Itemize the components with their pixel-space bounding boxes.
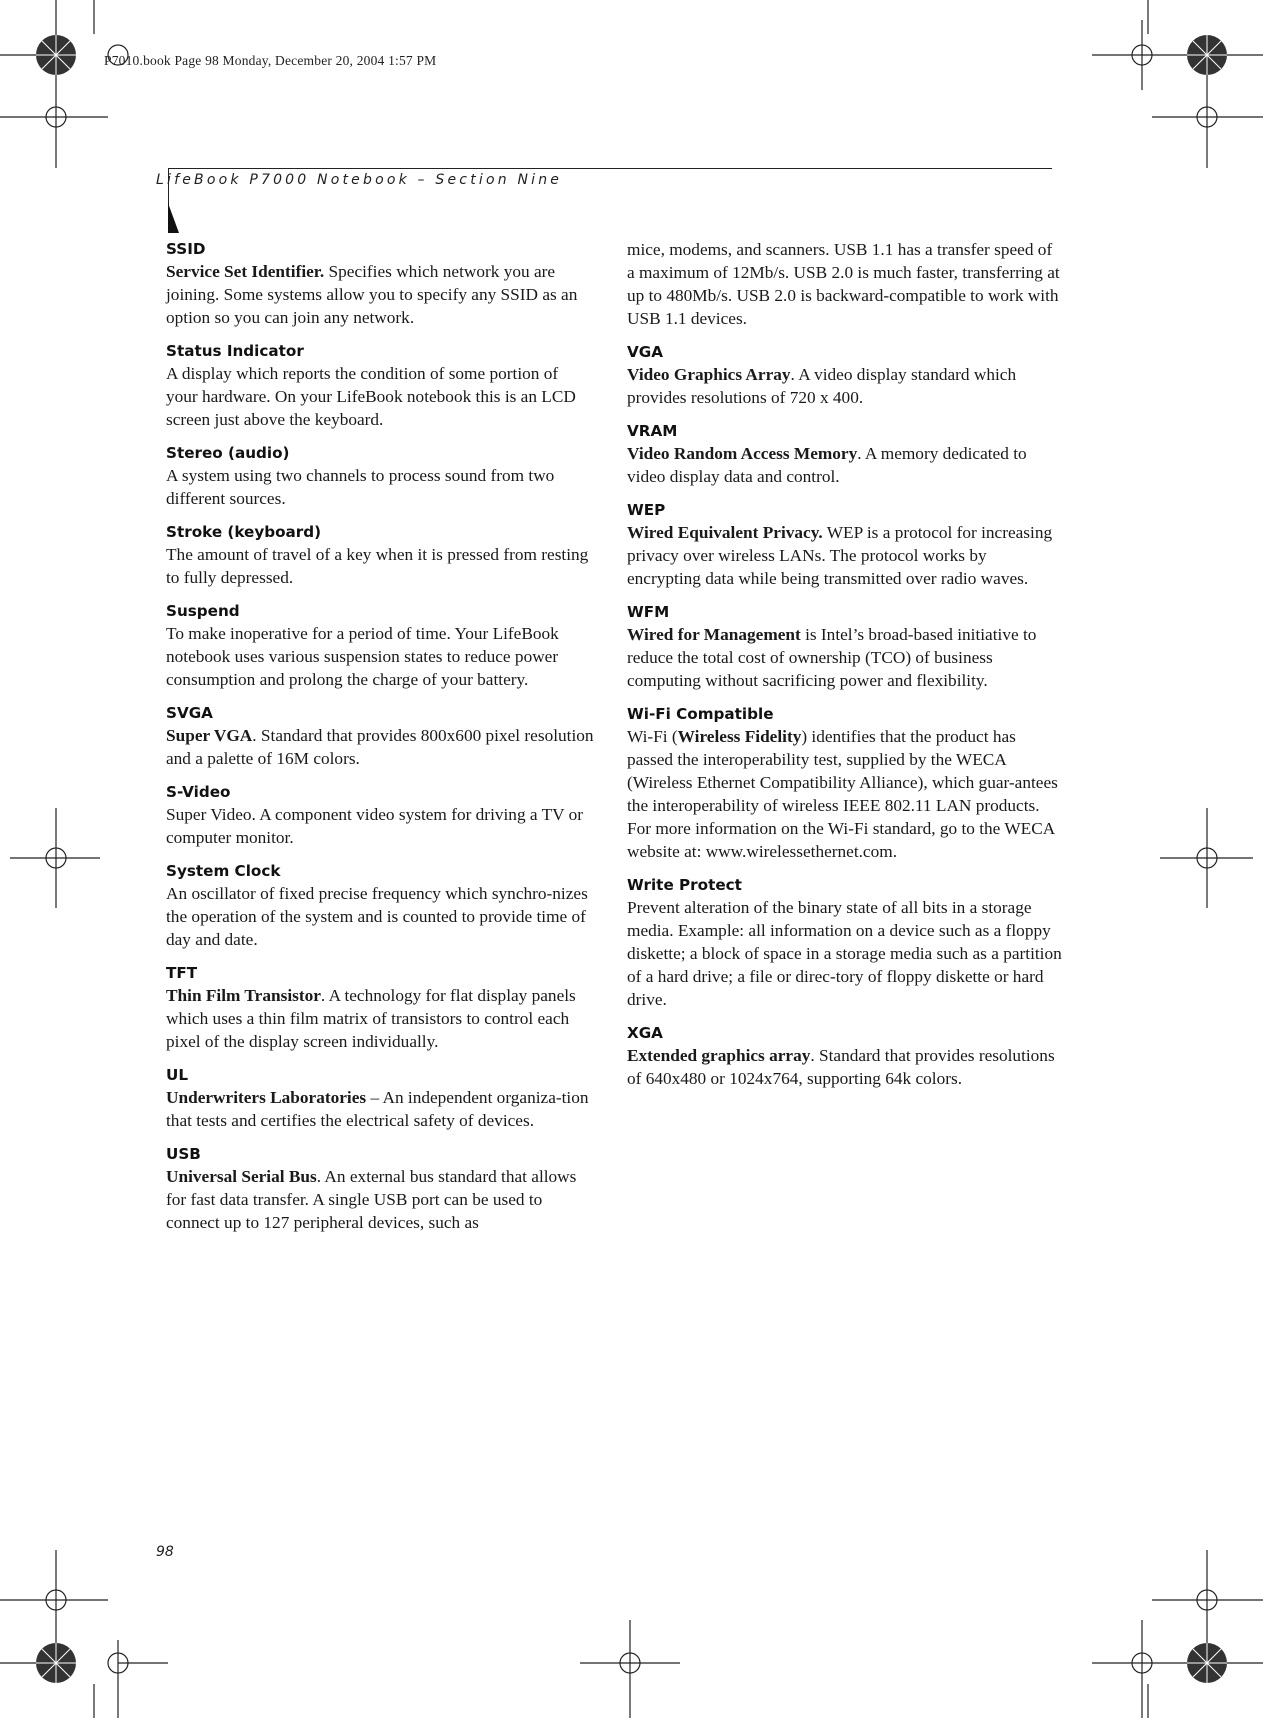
glossary-entry (166, 521, 594, 589)
definition-prefix: Wi-Fi ( (627, 727, 678, 746)
definition-text: – An independent organiza-tion that tests and certifies the electrical safety of devices. (166, 1088, 589, 1130)
running-head: LifeBook P7000 Notebook – Section Nine (156, 172, 563, 188)
definition-text: A system using two channels to process sound from two different sources. (166, 466, 555, 508)
glossary-entry (166, 1064, 594, 1132)
glossary-term: Wi-Fi Compatible (627, 705, 774, 723)
glossary-term: System Clock (166, 862, 281, 880)
glossary-definition (166, 882, 594, 951)
glossary-term: XGA (627, 1024, 663, 1042)
glossary-entry (166, 442, 594, 510)
definition-expansion: Video Graphics Array (627, 365, 791, 384)
glossary-definition (166, 622, 594, 691)
glossary-definition (166, 803, 594, 849)
glossary-term: Suspend (166, 602, 240, 620)
definition-text: The amount of travel of a key when it is pressed from resting to fully depressed. (166, 545, 589, 587)
definition-expansion: Wired Equivalent Privacy. (627, 523, 823, 542)
glossary-entry (166, 860, 594, 951)
definition-text: . A technology for flat display panels which uses a thin film matrix of transistors to control each pixel of the display screen individually. (166, 986, 576, 1051)
definition-text: ) identifies that the product has passed the interoperability test, supplied by the WECA (Wireless Ethernet Compatibility Alliance), which guar-antees the interoperability of wireless IEEE 802.11 LAN products. For more information on the Wi-Fi standard, go to the WECA website at: www.wirelessethernet.com. (627, 727, 1058, 861)
header-rule (168, 168, 1052, 169)
glossary-term: Stroke (keyboard) (166, 523, 322, 541)
definition-text: To make inoperative for a period of time. Your LifeBook notebook uses various suspension states to reduce power consumption and prolong the charge of your battery. (166, 624, 559, 689)
glossary-definition (166, 362, 594, 431)
definition-text: WEP is a protocol for increasing privacy over wireless LANs. The protocol works by encrypting data while being transmitted over radio waves. (627, 523, 1053, 588)
definition-text: A display which reports the condition of some portion of your hardware. On your LifeBook notebook this is an LCD screen just above the keyboard. (166, 364, 576, 429)
page-number: 98 (156, 1544, 174, 1560)
glossary-term: Write Protect (627, 876, 742, 894)
glossary-term: SVGA (166, 704, 213, 722)
glossary-definition (627, 896, 1062, 1011)
right-column (627, 238, 1062, 1101)
glossary-entry (627, 499, 1062, 590)
definition-text: . Standard that provides resolutions of 640x480 or 1024x764, supporting 64k colors. (627, 1046, 1055, 1088)
definition-expansion: Service Set Identifier. (166, 262, 325, 281)
definition-text: . Standard that provides 800x600 pixel resolution and a palette of 16M colors. (166, 726, 594, 768)
glossary-entry (166, 1143, 594, 1234)
definition-text: is Intel’s broad-based initiative to reduce the total cost of ownership (TCO) of business computing without sacrificing power and flexibility. (627, 625, 1037, 690)
glossary-definition (166, 543, 594, 589)
definition-expansion: Wireless Fidelity (677, 727, 802, 746)
definition-expansion: Underwriters Laboratories (166, 1088, 367, 1107)
definition-expansion: Extended graphics array (627, 1046, 811, 1065)
glossary-entry (627, 874, 1062, 1011)
glossary-term: UL (166, 1066, 189, 1084)
glossary-definition (166, 1165, 594, 1234)
glossary-definition (627, 363, 1062, 409)
glossary-term: WEP (627, 501, 666, 519)
glossary-definition (166, 260, 594, 329)
definition-text: . A video display standard which provides resolutions of 720 x 400. (627, 365, 1017, 407)
definition-text: Specifies which network you are joining. Some systems allow you to specify any SSID as an option so you can join any network. (166, 262, 578, 327)
glossary-entry (166, 702, 594, 770)
definition-expansion: Wired for Management (627, 625, 801, 644)
glossary-definition (166, 1086, 594, 1132)
glossary-definition (627, 725, 1062, 863)
glossary-entry (166, 781, 594, 849)
definition-expansion: Super VGA (166, 726, 253, 745)
glossary-term: S-Video (166, 783, 231, 801)
header-wedge (168, 193, 179, 233)
glossary-term: Stereo (audio) (166, 444, 290, 462)
definition-expansion: Universal Serial Bus (166, 1167, 317, 1186)
glossary-definition (627, 442, 1062, 488)
glossary-term: USB (166, 1145, 201, 1163)
definition-text: An oscillator of fixed precise frequency which synchro-nizes the operation of the system and is counted to provide time of day and date. (166, 884, 588, 949)
glossary-definition (627, 1044, 1062, 1090)
definition-text: . An external bus standard that allows for fast data transfer. A single USB port can be used to connect up to 127 peripheral devices, such as (166, 1167, 577, 1232)
glossary-definition (166, 984, 594, 1053)
definition-text: Super Video. A component video system for driving a TV or computer monitor. (166, 805, 584, 847)
glossary-entry (166, 962, 594, 1053)
glossary-term: TFT (166, 964, 198, 982)
glossary-term: Status Indicator (166, 342, 304, 360)
glossary-entry (627, 703, 1062, 863)
glossary-definition (627, 521, 1062, 590)
glossary-entry (627, 601, 1062, 692)
glossary-entry (166, 238, 594, 329)
glossary-term: WFM (627, 603, 670, 621)
continuation-text: mice, modems, and scanners. USB 1.1 has a transfer speed of a maximum of 12Mb/s. USB 2.0 is much faster, transferring at up to 480Mb/s. USB 2.0 is backward-compatible to work with USB 1.1 devices. (627, 240, 1060, 328)
definition-expansion: Video Random Access Memory (627, 444, 858, 463)
print-slug: P7010.book Page 98 Monday, December 20, 2004 1:57 PM (104, 53, 437, 68)
definition-text: . A memory dedicated to video display data and control. (627, 444, 1027, 486)
definition-text: Prevent alteration of the binary state of all bits in a storage media. Example: all information on a device such as a floppy diskette; a block of space in a storage media such as a partition of a hard drive; a file or direc-tory of floppy diskette or hard drive. (627, 898, 1062, 1009)
glossary-term: VRAM (627, 422, 678, 440)
glossary-entry (166, 600, 594, 691)
glossary-term: SSID (166, 240, 206, 258)
glossary-continuation (627, 238, 1062, 330)
glossary-definition (166, 464, 594, 510)
definition-expansion: Thin Film Transistor (166, 986, 321, 1005)
glossary-definition (166, 724, 594, 770)
glossary-entry (166, 340, 594, 431)
glossary-entry (627, 420, 1062, 488)
glossary-definition (627, 623, 1062, 692)
glossary-term: VGA (627, 343, 663, 361)
left-column (166, 238, 594, 1245)
glossary-entry (627, 341, 1062, 409)
glossary-entry (627, 1022, 1062, 1090)
